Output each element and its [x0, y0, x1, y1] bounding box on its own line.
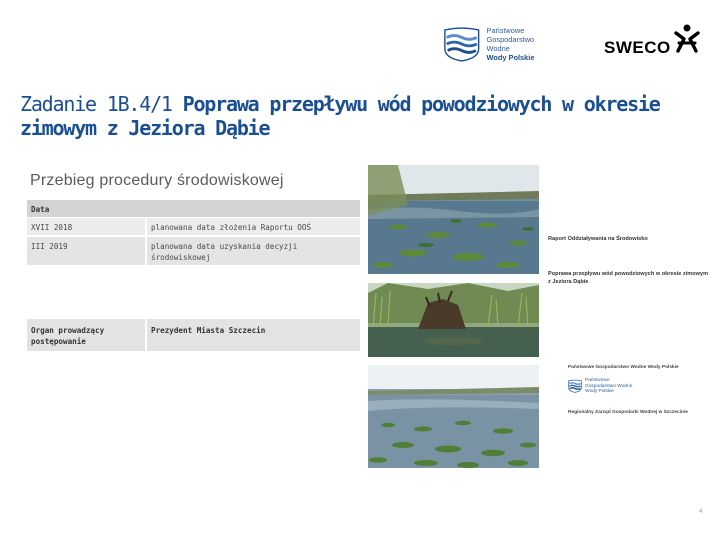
sweco-logo	[604, 18, 704, 56]
table-row	[27, 235, 360, 265]
table-row	[27, 217, 360, 235]
section-subtitle: Przebieg procedury środowiskowej	[30, 172, 284, 189]
sweco-logo-text: SWECO	[604, 38, 671, 57]
title-prefix: Zadanie 1B.4/1	[20, 92, 172, 116]
sweco-figure-icon	[673, 24, 701, 56]
report-logo-line-1: Państwowe	[585, 378, 610, 383]
organ-label: Organ prowadzący postępowanie	[27, 319, 147, 351]
report-project-title: Poprawa przepływu wód powodziowych w okresie zimowym z Jeziora Dąbie	[548, 271, 709, 285]
pgw-logo-line-1: Państwowe	[486, 26, 525, 35]
procedure-table	[27, 200, 360, 351]
report-wody-polskie-logo	[568, 378, 632, 395]
wody-polskie-wave-icon	[568, 379, 582, 393]
report-heading: Raport Oddziaływania na Środowisko	[548, 236, 648, 242]
lake-photo-3	[368, 365, 539, 468]
report-logo-line-3: Wody Polskie	[585, 389, 614, 395]
title-main: Poprawa przepływu wód powodziowych w okresie zimowym z Jeziora Dąbie	[20, 92, 660, 140]
wody-polskie-wave-icon	[443, 25, 481, 63]
pgw-logo-line-3: Wody Polskie	[486, 53, 535, 62]
page-number: 4	[699, 509, 703, 515]
table-header-date: Data	[27, 200, 147, 217]
report-owner: Państwowe Gospodarstwo Wodne Wody Polskie	[568, 365, 679, 370]
table-cell-desc: planowana data uzyskania decyzji środowiskowej	[147, 235, 360, 265]
report-logo-line-2: Gospodarstwo Wodne	[585, 383, 633, 389]
slide-title	[20, 92, 710, 140]
pgw-logo-line-2: Gospodarstwo Wodne	[486, 35, 535, 53]
table-cell-desc: planowana data złożenia Raportu OOŚ	[147, 217, 360, 235]
table-header-empty	[147, 200, 360, 217]
table-header-row	[27, 200, 360, 217]
wody-polskie-logo	[443, 24, 555, 64]
report-regional-office: Regionalny Zarząd Gospodarki Wodnej w Szczecinie	[568, 410, 688, 415]
lake-photo-2	[368, 283, 539, 357]
table-cell-date: XVII 2018	[27, 217, 147, 235]
table-organ-row	[27, 319, 360, 351]
organ-value: Prezydent Miasta Szczecin	[147, 319, 360, 351]
table-cell-date: III 2019	[27, 235, 147, 265]
lake-photo-1	[368, 165, 539, 274]
